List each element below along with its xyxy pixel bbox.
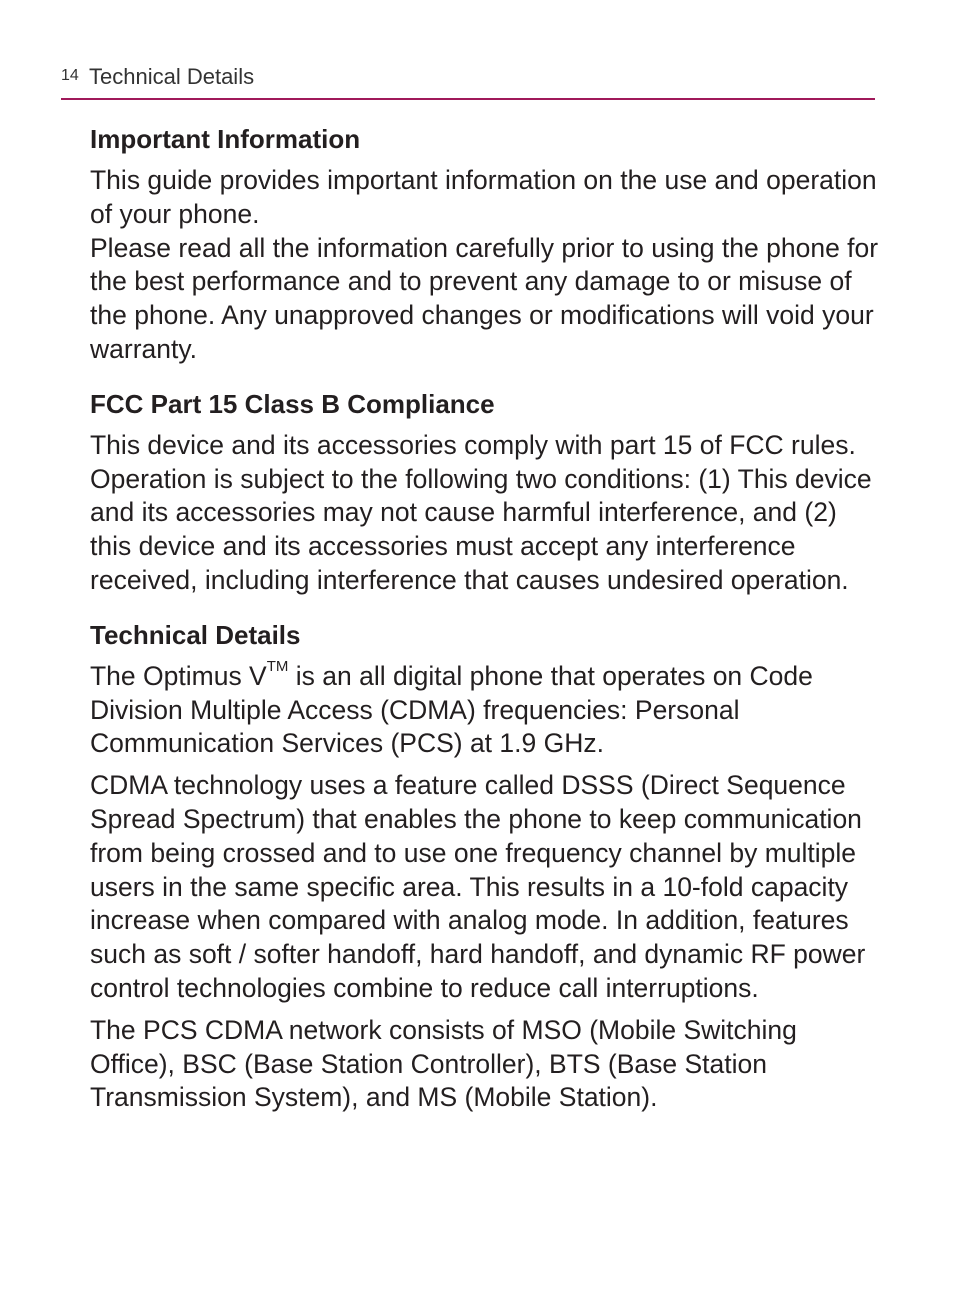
paragraph: The PCS CDMA network consists of MSO (Mobile Switching Office), BSC (Base Station Controller), BTS (Base Station Transmission System), and MS (Mobile Station).: [90, 1014, 797, 1113]
page-number: 14: [61, 67, 79, 84]
trademark-mark: TM: [266, 657, 289, 675]
section-technical-details: [90, 618, 880, 1115]
paragraph: This device and its accessories comply with part 15 of FCC rules. Operation is subject to the following two conditions: (1) This device and its accessories may not cause harmful interference, and (2) this device and its accessories must accept any interference received, including interference that causes undesired operation.: [90, 429, 872, 595]
section-heading: Technical Details: [90, 619, 301, 650]
paragraph: Please read all the information carefully prior to using the phone for the best performance and to prevent any damage to or misuse of the phone. Any unapproved changes or modifications will void your warranty.: [90, 232, 879, 364]
header-title: Technical Details: [89, 64, 255, 89]
text-run: The Optimus V: [90, 660, 267, 691]
section-fcc-compliance: [90, 387, 880, 598]
paragraph: This guide provides important information on the use and operation of your phone.: [90, 165, 877, 229]
text-run: is an all digital phone that operates on Code Division Multiple Access (CDMA) frequencies: Personal Communication Services (PCS) at 1.9 GHz.: [90, 660, 813, 759]
section-important-information: [90, 122, 880, 367]
page-header: [61, 64, 875, 100]
section-heading: Important Information: [90, 124, 361, 154]
page-content: [90, 122, 880, 1135]
paragraph: [90, 657, 880, 761]
paragraph: CDMA technology uses a feature called DSSS (Direct Sequence Spread Spectrum) that enables the phone to keep communication from being crossed and to use one frequency channel by multiple users in the same specific area. This results in a 10-fold capacity increase when compared with analog mode. In addition, features such as soft / softer handoff, hard handoff, and dynamic RF power control technologies combine to reduce call interruptions.: [90, 770, 866, 1003]
section-heading: FCC Part 15 Class B Compliance: [90, 388, 495, 419]
